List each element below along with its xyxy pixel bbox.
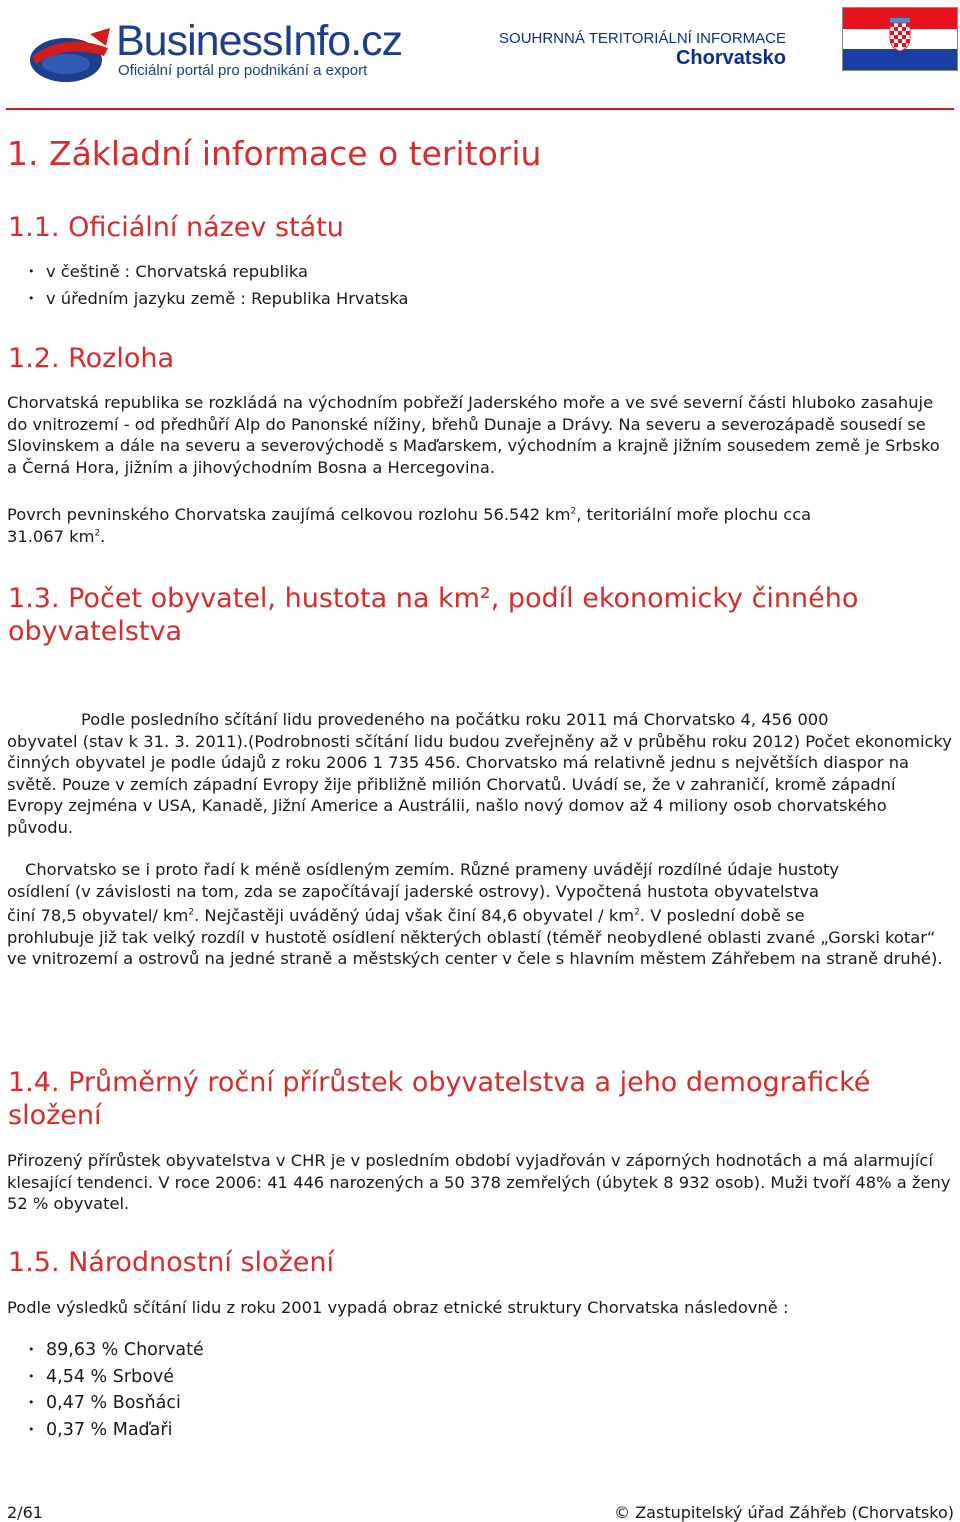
area-size-paragraph: Povrch pevninského Chorvatska zaujímá celkovou rozlohu 56.542 $km^2$, teritoriální moře plochu cca 31.067 $km^2$.: [7, 505, 812, 546]
heading-ethnic-composition: 1.5. Národnostní složení: [8, 1247, 334, 1278]
logo-tagline: Oficiální portál pro podnikání a export: [118, 62, 368, 79]
list-item: • v češtině : Chorvatská republika: [28, 262, 409, 289]
page-title: 1. Základní informace o teritoriu: [7, 134, 542, 173]
logo-wordmark: BusinessInfo.cz: [116, 17, 403, 65]
footer-copyright: © Zastupitelský úřad Záhřeb (Chorvatsko): [614, 1503, 954, 1522]
heading-population-growth: 1.4. Průměrný roční přírůstek obyvatelstva a jeho demografické složení: [8, 1067, 871, 1131]
page-number: 2/61: [7, 1503, 43, 1522]
list-item: • 0,37 % Maďaři: [28, 1420, 204, 1447]
ethnic-list: [28, 1340, 204, 1447]
country-name: Chorvatsko: [675, 47, 786, 69]
population-paragraph: Podle posledního sčítání lidu provedeného na počátku roku 2011 má Chorvatsko 4, 456 000 obyvatel (stav k 31. 3. 2011).(Podrobnosti sčítání lidu budou zveřejněny až v průběhu roku 2012) Počet ekonomicky činných obyvatel je podle údajů z roku 2006 1 735 456. Chorvatsko má relativně jednu s největších diaspor na světě. Pouze v zemích západní Evropy žije přibližně milión Chorvatů. Uvádí se, že v zahraničí, kromě západní Evropy zejména v USA, Kanadě, Jižní Americe a Austrálii, našlo nový domov až 4 miliony osob chorvatského původu.: [7, 710, 952, 837]
businessinfo-logo-mark: [26, 26, 112, 86]
heading-area: 1.2. Rozloha: [8, 343, 175, 374]
croatia-flag-icon: [842, 7, 958, 71]
list-item: • 4,54 % Srbové: [28, 1367, 204, 1394]
density-paragraph: Chorvatsko se i proto řadí k méně osídleným zemím. Různé prameny uvádějí rozdílné údaje hustoty osídlení (v závislosti na tom, zda se započítávají jaderské ostrovy). Vypočtená hustota obyvatelstva činí 78,5 obyvatel/ $km^2$. Nejčastěji uváděný údaj však činí 84,6 obyvatel / $km^2$. V poslední době se prohlubuje již tak velký rozdíl v hustotě osídlení některých oblastí (téměř neobydlené oblasti zvané „Gorski kotar“ ve vnitrozemí a ostrovů na jedné straně a městských center v čele s hlavním městem Záhřebem na straně druhé).: [7, 860, 943, 968]
list-item: • 89,63 % Chorvaté: [28, 1340, 204, 1367]
heading-official-name: 1.1. Oficiální název státu: [8, 212, 344, 243]
area-paragraph: Chorvatská republika se rozkládá na východním pobřeží Jaderského moře a ve své severní části hluboko zasahuje do vnitrozemí - od předhůří Alp do Panonské nížiny, břehů Dunaje a Drávy. Na severu a severozápadě sousedí se Slovinskem a dále na severu a severovýchodě s Maďarskem, východním a krajně jižním sousedem země je Srbsko a Černá Hora, jižním a jihovýchodním Bosna a Hercegovina.: [7, 393, 940, 477]
header-divider: [6, 108, 954, 110]
report-label: SOUHRNNÁ TERITORIÁLNÍ INFORMACE: [499, 30, 786, 47]
heading-population: 1.3. Počet obyvatel, hustota na km², podíl ekonomicky činného obyvatelstva: [8, 583, 859, 647]
ethnic-intro: Podle výsledků sčítání lidu z roku 2001 vypadá obraz etnické struktury Chorvatska následovně :: [7, 1298, 789, 1317]
list-item: • v úředním jazyku země : Republika Hrvatska: [28, 289, 409, 316]
growth-paragraph: Přirozený přírůstek obyvatelstva v CHR je v posledním období vyjadřován v záporných hodnotách a má alarmující klesající tendenci. V roce 2006: 41 446 narozených a 50 378 zemřelých (úbytek 8 932 osob). Muži tvoří 48% a ženy 52 % obyvatel.: [7, 1151, 951, 1213]
list-item: • 0,47 % Bosňáci: [28, 1393, 204, 1420]
official-name-list: [28, 262, 409, 316]
